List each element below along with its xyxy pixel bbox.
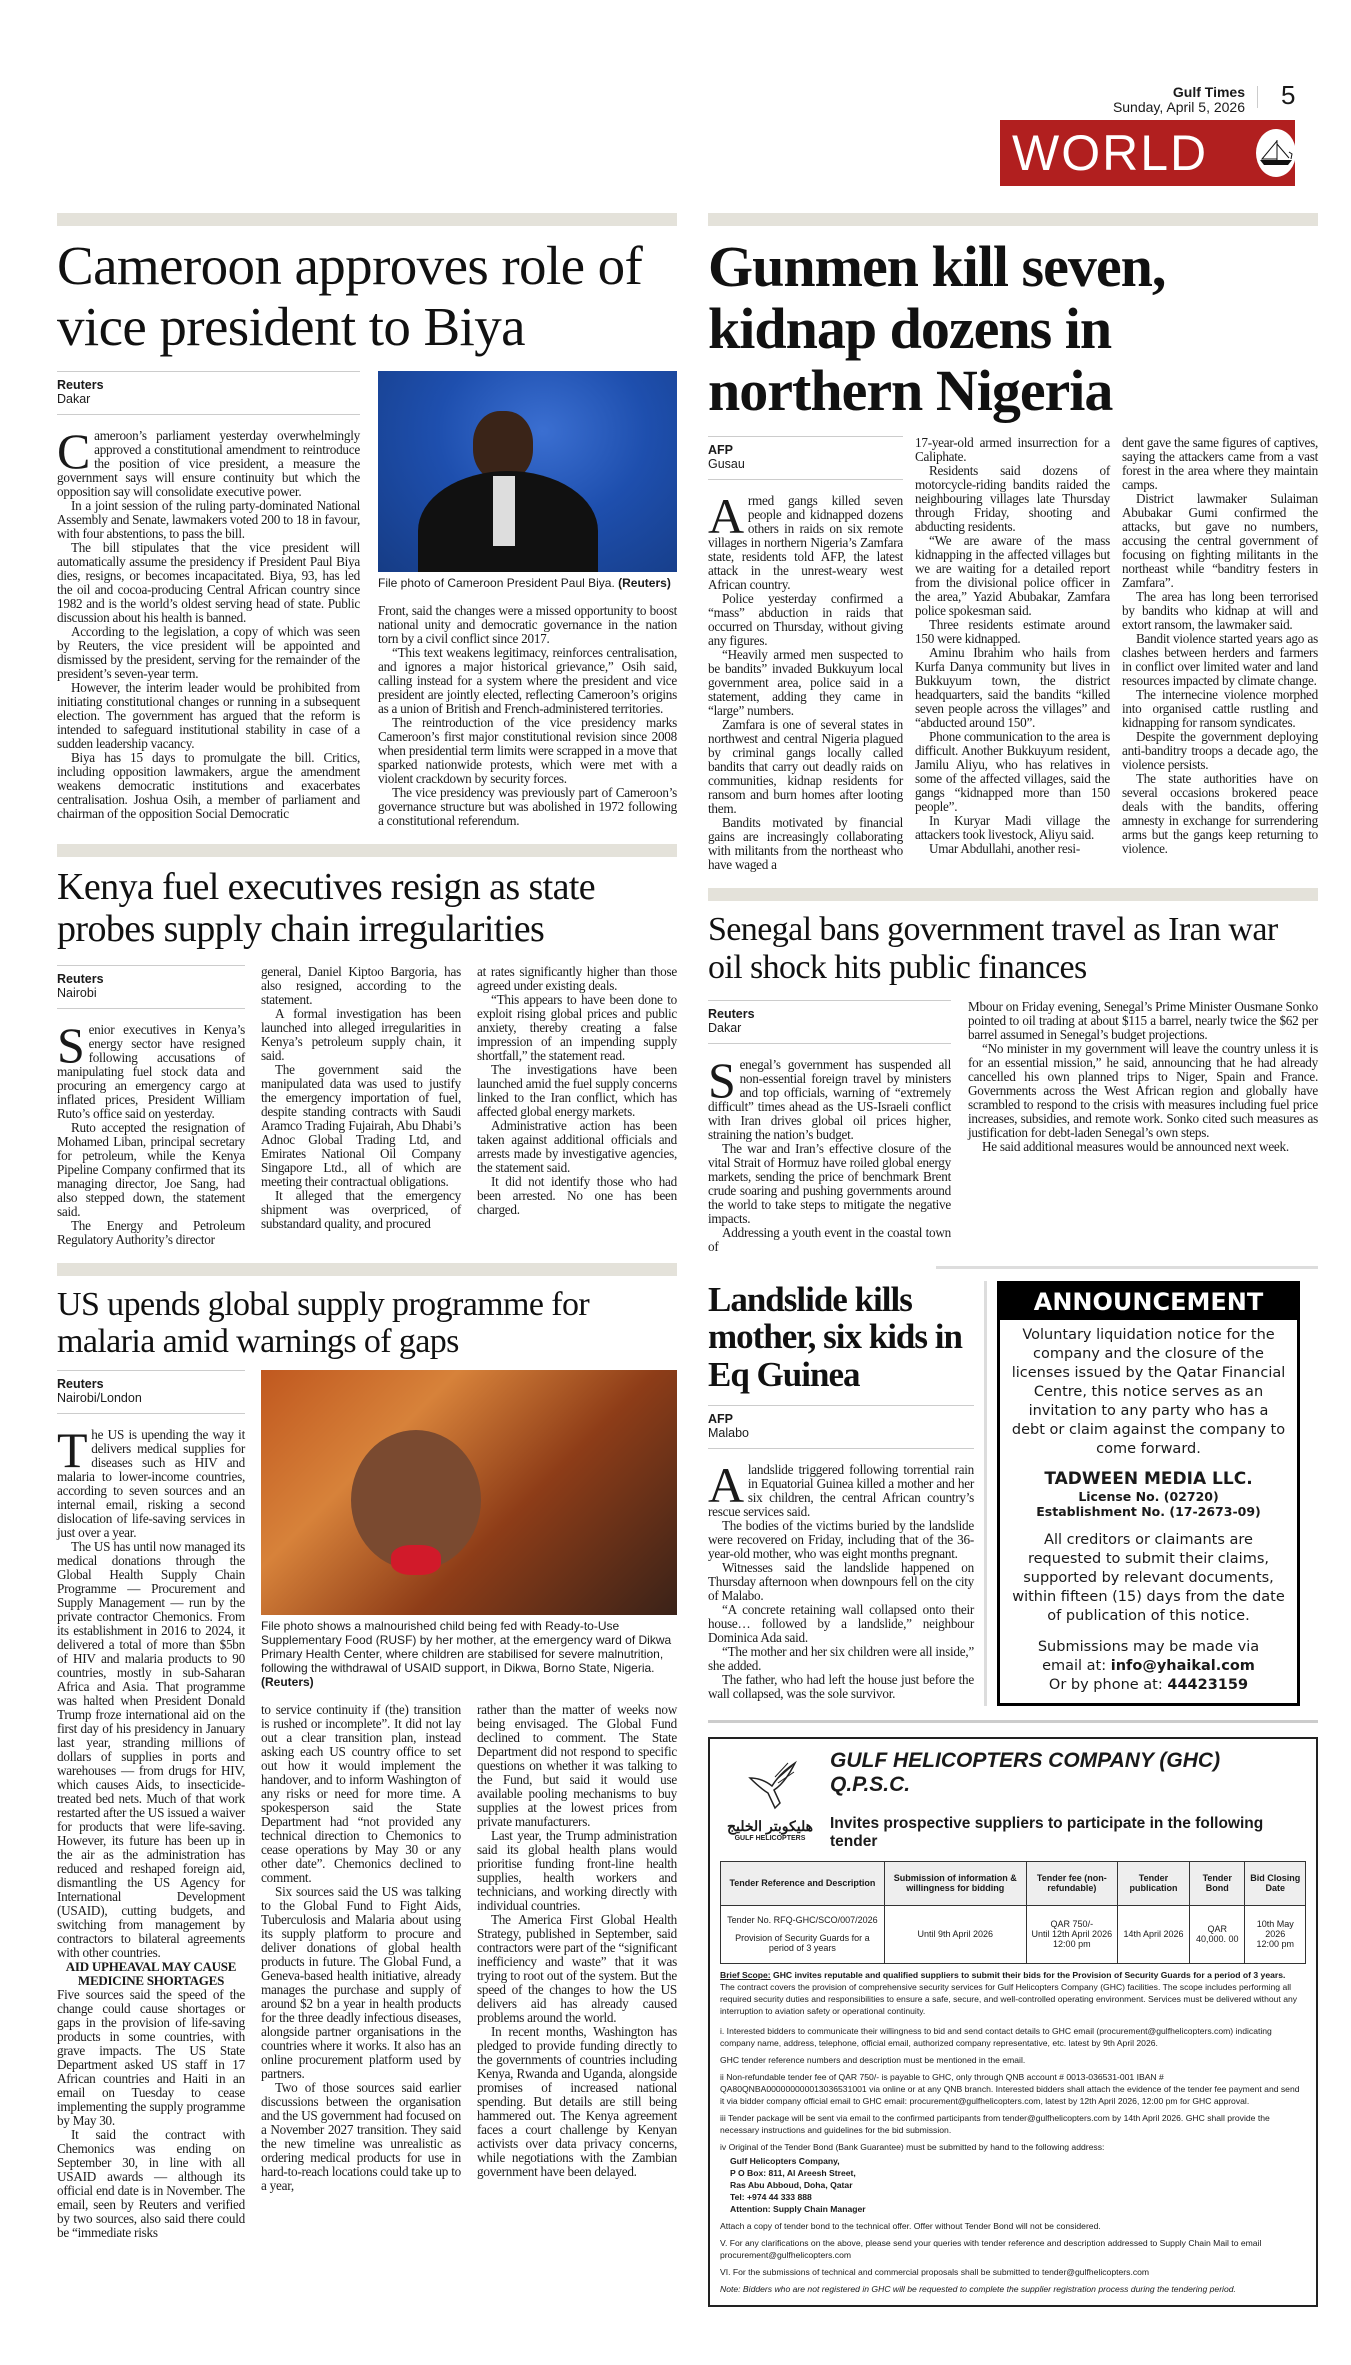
dateline: Gusau (708, 457, 745, 472)
instruction-iii: iii Tender package will be sent via email to the confirmed participants from tender@gulfhelicopters.com by 14th April 2026. GHC shall provide the necessary instructions and guidelines for the bid submission. (720, 2112, 1270, 2135)
paragraph: Despite the government deploying anti-banditry troops a decade ago, the violence persists. (1122, 729, 1318, 773)
email-link[interactable]: info@yhaikal.com (1110, 1657, 1255, 1674)
caption-credit: (Reuters) (261, 1675, 314, 1690)
paragraph: Addressing a youth event in the coastal town of (708, 1224, 951, 1254)
nigeria-byline (708, 436, 903, 480)
kenya-byline (57, 965, 245, 1009)
paragraph: Cameroon’s parliament yesterday overwhelmingly approved a constitutional amendment to reintroduce the position of vice president, a measure the government says will ensure continuity but which the opposition say will consolidate executive power. (57, 423, 360, 499)
photo-caption (378, 576, 677, 590)
paragraph: Police yesterday confirmed a “mass” abduction in raids that occurred on Thursday, without giving any figures. (708, 591, 903, 649)
paragraph: Bandits motivated by financial gains are increasingly collaborating with militants from the northeast who have waged a (708, 815, 903, 873)
malaria-column-3 (477, 1703, 677, 2179)
submission-deadline: Until 9th April 2026 (884, 1905, 1026, 1963)
scope-text: The contract covers the provision of comprehensive security services for Gulf Helicopters Company (GHC) facilities. The scope includes performing all required security duties and responsibilities to ensure a safe, secure, and well-controlled operating environment. Services must be delivered without any interruption to aviation safety or operational continuity. (720, 1981, 1298, 2016)
caption-text: File photo shows a malnourished child being fed with Ready-to-Use Supplementary Food (RUSF) by her mother, at the emergency ward of Dikwa Primary Health Center, where children are stabilised for severe malnutrition, following the withdrawal of USAID support, in Dikwa, Borno State, Nigeria. (261, 1619, 672, 1676)
paragraph: In recent months, Washington has pledged to provide funding directly to the governments of countries including Kenya, Rwanda and Uganda, alongside promises of increased national spending. But details are still being hammered out. The Kenya agreement faces a court challenge by Kenyan activists over data privacy concerns, while negotiations with the Zambian government have been delayed. (477, 2024, 677, 2180)
reference-note: GHC tender reference numbers and description must be mentioned in the email. (720, 2054, 1026, 2065)
malaria-left (57, 1370, 245, 2240)
dateline: Nairobi (57, 985, 97, 1000)
liquidation-announcement-ad (997, 1281, 1300, 1706)
section-divider (57, 213, 677, 226)
kenya-left (57, 965, 245, 1247)
nigeria-column-2 (915, 436, 1110, 856)
instruction-ii: ii Non-refundable tender fee of QAR 750/- is payable to GHC, only through QNB account # 0013-036531-001 IBAN # QA80QNBA000000000013036531001 via online or at any QNB branch. Interested bidders shall attach the evidence of the tender fee payment and send it via bidder company official email to GHC email: procurement@gulfhelicopters.com, latest by 12th April 2026, 12:00 pm for GHC approval. (720, 2071, 1300, 2106)
paragraph: dent gave the same figures of captives, saying the attackers came from a vast forest in the area where they maintain camps. (1122, 435, 1318, 493)
scope-summary: GHC invites reputable and qualified suppliers to submit their bids for the Provision of Security Guards for a period of 3 years. (773, 1969, 1286, 1980)
malaria-headline: US upends global supply programme for malaria amid warnings of gaps (57, 1285, 590, 1360)
paragraph: Bandit violence started years ago as clashes between herders and farmers in conflict over limited water and land resources impacted by climate change. (1122, 631, 1318, 689)
dhow-logo-icon (1256, 129, 1296, 177)
paragraph: The reintroduction of the vice presidency marks Cameroon’s first major constitutional revision since 2008 when presidential term limits were scrapped in a move that sparked nationwide protests, which were met with a violent crackdown by security forces. (378, 715, 677, 786)
paragraph: Zamfara is one of several states in northwest and central Nigeria plagued by criminal gangs locally called bandits that carry out deadly raids on communities, kidnap residents for ransom and burn homes after looting them. (708, 717, 903, 817)
announcement-intro: Voluntary liquidation notice for the company and the closure of the licenses issued by the Qatar Financial Centre, this notice serves as an invitation to any party who has a debt or claim against the company to come forward. (1011, 1326, 1286, 1457)
agency: Reuters (708, 1006, 755, 1021)
malaria-right (261, 1370, 677, 2193)
address-line: Gulf Helicopters Company, (730, 2155, 840, 2166)
caption-text: File photo of Cameroon President Paul Biya. (378, 576, 615, 590)
paragraph: Witnesses said the landslide happened on Thursday afternoon when downpours fell on the city of Malabo. (708, 1560, 974, 1604)
tender-desc: Provision of Security Guards for a period of 3 years (735, 1933, 870, 1954)
paragraph: A formal investigation has been launched into alleged irregularities in Kenya’s petroleum supply chain, it said. (261, 1005, 461, 1063)
phone-line (1010, 1676, 1287, 1695)
address-line: Attention: Supply Chain Manager (730, 2203, 866, 2214)
malaria-article (57, 1263, 677, 2241)
paragraph: The America First Global Health Strategy, published in September, said contractors were part of the “significant inefficiency and waste” that it was trying to root out of the system. But the speed of the changes to how the US delivers aid has already caused problems around the world. (477, 1912, 677, 2026)
fee-deadline: Until 12th April 2026 (1031, 1929, 1113, 1940)
email-label: email at: (1042, 1657, 1107, 1674)
column-header: Tender publication (1117, 1861, 1189, 1905)
section-divider (708, 213, 1318, 226)
malaria-column-1-bottom (57, 1988, 245, 2240)
paragraph: “This appears to have been done to exploit rising global prices and public anxiety, thereby creating a false impression of an impending supply shortfall,” the statement read. (477, 991, 677, 1063)
malaria-column-2 (261, 1703, 461, 2193)
issue-date: Sunday, April 5, 2026 (1112, 99, 1245, 115)
logo-arabic: هليكوبتر الخليج (726, 1817, 814, 1834)
fee-time: 12:00 pm (1053, 1939, 1091, 1950)
right-column (708, 213, 1318, 2307)
kenya-column-2 (261, 965, 461, 1231)
paragraph: Last year, the Trump administration said its global health plans would prioritise funding front-line health supplies, health workers and technicians, and working directly with individual countries. (477, 1828, 677, 1914)
section-divider (57, 844, 677, 857)
paragraph: Phone communication to the area is difficult. Another Bukkuyum resident, Jamilu Aliyu, who has relatives in some of the affected villages, said the gangs “kidnapped more than 150 people”. (915, 729, 1110, 815)
paragraph: The vice presidency was previously part of Cameroon’s governance structure but was abolished in 1972 following a constitutional referendum. (378, 785, 677, 828)
section-divider (936, 1266, 1318, 1269)
paragraph: The father, who had left the house just before the wall collapsed, was the sole survivor. (708, 1672, 974, 1702)
landslide-article (708, 1281, 974, 1701)
address-line: Tel: +974 44 333 888 (730, 2191, 812, 2202)
paragraph: The government said the manipulated data was used to justify the emergency importation of fuel, despite standing contracts with Saudi Aramco Trading Fujairah, Abu Dhabi’s Adnoc Global Trading Ltd, and Emirates National Oil Company Singapore Ltd., all of which are meeting their contractual obligations. (261, 1061, 461, 1189)
paragraph: “Heavily armed men suspected to be bandits” invaded Bukkuyum local government area, police said in a statement, adding they came in “large” numbers. (708, 647, 903, 719)
malaria-column-1 (57, 1422, 245, 2241)
instruction-v: V. For any clarifications on the above, please send your queries with tender reference and description addressed to Supply Chain Mail to email procurement@gulfhelicopters.com (720, 2237, 1262, 2260)
paragraph: “We are aware of the mass kidnapping in the affected villages but we are waiting for a detailed report from the divisional police officer in the area,” Yazid Abubakar, Zamfara police spokesman said. (915, 533, 1110, 619)
paragraph: general, Daniel Kiptoo Bargoria, has also resigned, according to the statement. (261, 963, 461, 1007)
nigeria-column-1 (708, 488, 903, 873)
closing-time: 12:00 pm (1256, 1939, 1294, 1950)
paragraph: Senior executives in Kenya’s energy sector have resigned following accusations of manipulating fuel stock data and procuring an emergency cargo at inflated prices, President William Ruto’s office said on yesterday. (57, 1016, 245, 1121)
paragraph: “A concrete retaining wall collapsed onto their house… followed by a landslide,” neighbour Dominica Ada said. (708, 1602, 974, 1646)
column-rule (984, 1281, 987, 1706)
paragraph: Two of those sources said earlier discussions between the organisation and the US government had focused on a November 2027 transition. They said the new timeline was unrealistic as ordering medical products for use in hard-to-reach locations could take up to a year, (261, 2080, 461, 2194)
section-banner (1000, 120, 1295, 186)
attach-note: Attach a copy of tender bond to the technical offer. Offer without Tender Bond will not be considered. (720, 2220, 1101, 2231)
announcement-title: ANNOUNCEMENT (1000, 1284, 1297, 1320)
paragraph: The US has until now managed its medical donations through the Global Health Supply Chain Programme — Procurement and Supply Management — run by the private contractor Chemonics. From its establishment in 2016 to 2024, it delivered a total of more than $5bn of HIV and malaria products to 90 countries, mostly in sub-Saharan Africa and Asia. That programme was halted when President Donald Trump froze international aid on the first day of his presidency in January last year, stranding millions of dollars of supplies in ports and warehouses — from drugs for HIV, which causes Aids, to insecticide-treated bed nets. Much of that work restarted after the US issued a waiver for products that were life-saving. However, its future has been up in the air as the administration has reduced and reshaped foreign aid, dismantling the US Agency for International Development (USAID), cutting budgets, and switching from management by contractors to bilateral agreements with other countries. (57, 1539, 245, 1961)
cameroon-byline (57, 371, 360, 415)
tender-ref: Tender No. RFQ-GHC/SCO/007/2026 (727, 1915, 878, 1926)
paragraph: The war and Iran’s effective closure of the vital Strait of Hormuz have roiled global energy markets, sending the price of benchmark Brent crude soaring and pushing governments around the world to take steps to mitigate the negative impacts. (708, 1140, 951, 1226)
section-divider (708, 1720, 1318, 1723)
paragraph: It said the contract with Chemonics was ending on September 30, in line with all USAID awards — although its official end date is in November. The email, seen by Reuters and verified by two sources, also said there could be “immediate risks (57, 2127, 245, 2241)
senegal-article (708, 888, 1318, 1254)
establishment-number: Establishment No. (17-2673-09) (1036, 1503, 1261, 1519)
dateline: Dakar (708, 1020, 742, 1035)
paragraph: “No minister in my government will leave the country unless it is for an essential mission,” he said, announcing that he had already cancelled his own planned trips to Niger, Spain and France. Governments across the West African region and globally have scrambled to respond to the crisis with measures including fuel price increases, subsidies, and remote work. Sonko cited such measures as justification for debt-laden Senegal’s own steps. (968, 1040, 1318, 1140)
paragraph: The investigations have been launched amid the fuel supply concerns linked to the Iran conflict, which has affected global energy markets. (477, 1061, 677, 1119)
paragraph: 17-year-old armed insurrection for a Caliphate. (915, 435, 1110, 465)
section-divider (708, 888, 1318, 901)
senegal-column-2 (968, 1000, 1318, 1154)
paragraph: In a joint session of the ruling party-dominated National Assembly and Senate, lawmakers voted 200 to 18 in favour, with four abstentions, to pass the bill. (57, 498, 360, 541)
scope-label: Brief Scope: (720, 1969, 771, 1980)
tender-bond: QAR 40,000. 00 (1190, 1905, 1245, 1963)
paragraph: Armed gangs killed seven people and kidnapped dozens others in raids on six remote villages in northern Nigeria’s Zamfara state, residents told AFP, the latest attack in the unrest-weary west African country. (708, 488, 903, 593)
senegal-byline (708, 1000, 951, 1044)
malaria-column-1-top (57, 1422, 245, 1961)
paragraph: Administrative action has been taken against additional officials and arrests made by investigative agencies, the statement said. (477, 1117, 677, 1175)
caption-credit: (Reuters) (618, 576, 671, 590)
company-name: TADWEEN MEDIA LLC. (1044, 1468, 1253, 1489)
landslide-byline (708, 1405, 974, 1449)
dateline: Nairobi/London (57, 1391, 142, 1406)
gulf-helicopters-tender-ad (708, 1737, 1318, 2307)
dateline: Dakar (57, 392, 91, 406)
column-header: Bid Closing Date (1245, 1861, 1306, 1905)
agency: Reuters (57, 1377, 104, 1392)
paragraph: Biya has 15 days to promulgate the bill. Critics, including opposition lawmakers, argue the amendment weakens democratic institutions and exacerbates centralisation. Joshua Osih, a member of parliament and chairman of the opposition Social Democratic (57, 750, 360, 821)
column-header: Tender fee (non-refundable) (1026, 1861, 1117, 1905)
closing-date: 10th May 2026 (1256, 1919, 1294, 1940)
page-number: 5 (1281, 80, 1296, 110)
registration-note: Note: Bidders who are not registered in GHC will be requested to complete the supplier registration process during the tendering period. (720, 2283, 1236, 2294)
section-title: WORLD (1012, 125, 1209, 181)
paragraph: The US is upending the way it delivers medical supplies for diseases such as HIV and malaria to lower-income countries, according to seven sources and an internal email, risking a second dislocation of life-saving services in just over a year. (57, 1422, 245, 1541)
instruction-i: i. Interested bidders to communicate their willingness to bid and send contact details to GHC email (procurement@gulfhelicopters.com) indicating company name, address, telephone, official email, authorized company representative, etc. latest by 9th April 2026. (720, 2025, 1272, 2048)
paragraph: Three residents estimate around 150 were kidnapped. (915, 617, 1110, 647)
agency: AFP (708, 1412, 733, 1427)
ghc-subtitle: Invites prospective suppliers to participate in the following tender (830, 1814, 1264, 1850)
landslide-headline: Landslide kills mother, six kids in Eq Guinea (708, 1279, 962, 1394)
paragraph: at rates significantly higher than those agreed under existing deals. (477, 963, 677, 993)
address-line: Ras Abu Abboud, Doha, Qatar (730, 2179, 853, 2190)
kenya-column-1 (57, 1016, 245, 1247)
biya-photo (378, 371, 677, 572)
masthead-divider (1257, 86, 1258, 108)
kenya-headline: Kenya fuel executives resign as state probes supply chain irregularities (57, 866, 596, 950)
paragraph: Senegal’s government has suspended all non-essential foreign travel by ministers and top officials, warning of “extremely difficult” times ahead as the US-Israeli conflict with Iran drives global oil prices higher, straining the nation’s budget. (708, 1051, 951, 1142)
cameroon-article (57, 213, 677, 828)
kenya-column-3 (477, 965, 677, 1217)
paragraph: The internecine violence morphed into organised cattle rustling and kidnapping for ransom syndicates. (1122, 687, 1318, 731)
bond-address (720, 2155, 1306, 2215)
ghc-logo (720, 1758, 820, 1842)
paragraph: Aminu Ibrahim who hails from Kurfa Danya community but lives in Bukkuyum town, the district headquarters, said the bandits “killed seven people across the villages” and “abducted around 150”. (915, 645, 1110, 731)
phone-label: Or by phone at: (1048, 1676, 1163, 1693)
agency: Reuters (57, 971, 104, 986)
nigeria-headline: Gunmen kill seven, kidnap dozens in northern Nigeria (708, 234, 1166, 424)
senegal-column-1 (708, 1051, 951, 1254)
instruction-vi: VI. For the submissions of technical and commercial proposals shall be submitted to tender@gulfhelicopters.com (720, 2266, 1150, 2277)
paragraph: Alandslide triggered following torrential rain in Equatorial Guinea killed a mother and her six children, the central African country’s rescue services said. (708, 1457, 974, 1520)
submission-notice: Submissions may be made via (1037, 1638, 1260, 1655)
tender-table-header (721, 1861, 1306, 1905)
paragraph: He said additional measures would be announced next week. (982, 1138, 1289, 1154)
instruction-iv: iv Original of the Tender Bond (Bank Guarantee) must be submitted by hand to the following address: (720, 2141, 1105, 2152)
malnourished-child-photo (261, 1370, 677, 1615)
phone-number: 44423159 (1167, 1676, 1249, 1693)
paragraph: Mbour on Friday evening, Senegal’s Prime Minister Ousmane Sonko pointed to oil trading at about $115 a barrel, nearly twice the $62 per barrel assumed in Senegal’s budget projections. (968, 998, 1318, 1042)
paragraph: Five sources said the speed of the change could cause shortages or gaps in the provision of life-saving products in some countries, with grave impacts. The US State Department asked US staff in 17 African countries and Haiti in an email on Tuesday to cease implementing the supply programme by May 30. (57, 1987, 245, 2129)
dateline: Malabo (708, 1426, 749, 1441)
table-row (721, 1905, 1306, 1963)
paragraph: Umar Abdullahi, another resi- (929, 841, 1080, 857)
cameroon-headline: Cameroon approves role of vice president to Biya (57, 235, 643, 357)
paragraph: “The mother and her six children were all inside,” she added. (708, 1644, 974, 1674)
paragraph: to service continuity if (the) transition is rushed or incomplete”. It did not lay out a clear transition plan, instead asking each US country office to set out how it would implement the handover, and to inform Washington of any risks or need for more time. A spokesperson said the State Department had “not provided any technical direction to Chemonics to cease operations by May 30 or any other date”. Chemonics declined to comment. (261, 1702, 461, 1886)
cameroon-column-1 (57, 423, 360, 821)
paragraph: Six sources said the US was talking to the Global Fund to Fight Aids, Tuberculosis and Malaria about using its supply platform to procure and deliver donations of global health products in future. The Global Fund, a Geneva-based health initiative, already manages the purchase and supply of around $2 bn a year in health products for the three deadly infectious diseases, alongside partner organisations in the countries where it works. It also has an online procurement platform used by partners. (261, 1884, 461, 2082)
newspaper-name: Gulf Times (1172, 84, 1245, 100)
landslide-column (708, 1457, 974, 1702)
subheading: AID UPHEAVAL MAY CAUSE MEDICINE SHORTAGES (65, 1959, 237, 1989)
address-line: P O Box: 811, Al Areesh Street, (730, 2167, 856, 2178)
senegal-headline: Senegal bans government travel as Iran war oil shock hits public finances (708, 911, 1278, 986)
section-divider (57, 1263, 677, 1276)
paragraph: The bodies of the victims buried by the landslide were recovered on Friday, including that of the 36-year-old mother, who was eight months pregnant. (708, 1518, 974, 1562)
agency: AFP (708, 443, 733, 458)
tender-fee: QAR 750/- (1050, 1919, 1094, 1930)
logo-english: GULF HELICOPTERS (734, 1834, 806, 1842)
cameroon-right (378, 371, 677, 828)
paragraph: The state authorities have on several occasions brokered peace deals with the bandits, offering amnesty in exchange for surrendering arms but the gangs keep returning to violence. (1122, 771, 1318, 857)
tender-table (720, 1861, 1306, 1964)
nigeria-column-3 (1122, 436, 1318, 856)
malaria-byline (57, 1370, 245, 1414)
falcon-icon (740, 1758, 800, 1813)
paragraph: Front, said the changes were a missed opportunity to boost national unity and democratic governance in the nation torn by a civil conflict since 2017. (378, 603, 677, 646)
photo-caption (261, 1619, 677, 1689)
paragraph: The Energy and Petroleum Regulatory Authority’s director (57, 1217, 245, 1247)
left-column (57, 213, 677, 2240)
paragraph: rather than the matter of weeks now being envisaged. The Global Fund declined to comment. The State Department did not respond to specific questions on whether it was talking to the Fund, but said it would use available pooling mechanisms to buy supplies at the lowest prices from private manufacturers. (477, 1702, 677, 1830)
cameroon-left (57, 371, 360, 821)
paragraph: In Kuryar Madi village the attackers took livestock, Aliyu said. (915, 813, 1110, 843)
publication-date: 14th April 2026 (1117, 1905, 1189, 1963)
ghc-title: GULF HELICOPTERS COMPANY (GHC) Q.P.S.C. (830, 1748, 1221, 1796)
paragraph: “This text weakens legitimacy, reinforces centralisation, and ignores a major historical grievance,” Osih said, calling instead for a system where the president and vice president are jointly elected, reflecting Cameroon’s origins as a union of British and French-administered territories. (378, 645, 677, 716)
paragraph: The bill stipulates that the vice president will automatically assume the presidency if President Paul Biya dies, resigns, or becomes incapacitated. Biya, 93, has led the oil and cocoa-producing Central African country since 1982 and is the world’s oldest serving head of state. Public discussion about his health is banned. (57, 540, 360, 625)
email-line (1010, 1657, 1287, 1676)
license-number: License No. (02720) (1078, 1488, 1219, 1504)
column-header: Submission of information & willingness for bidding (884, 1861, 1026, 1905)
paragraph: According to the legislation, a copy of which was seen by Reuters, the vice president will be appointed and dismissed by the president, serving for the remainder of the president’s seven-year term. (57, 624, 360, 681)
nigeria-article (708, 213, 1318, 872)
kenya-article (57, 844, 677, 1247)
brief-scope (720, 1969, 1306, 1981)
column-header: Tender Reference and Description (721, 1861, 885, 1905)
senegal-left (708, 1000, 951, 1254)
paragraph: Ruto accepted the resignation of Mohamed Liban, principal secretary for petroleum, while the Kenya Pipeline Company confirmed that its managing director, Joe Sang, had also stepped down, the statement said. (57, 1119, 245, 1219)
column-header: Tender Bond (1190, 1861, 1245, 1905)
paragraph: However, the interim leader would be prohibited from initiating constitutional changes or running in a subsequent election. The government has argued that the reform is intended to safeguard institutional stability in case of a sudden leadership vacancy. (57, 680, 360, 751)
landslide-announcement-row (708, 1281, 1318, 1706)
paragraph: The area has long been terrorised by bandits who kidnap at will and extort ransom, the lawmaker said. (1122, 589, 1318, 633)
paragraph: It did not identify those who had been arrested. No one has been charged. (477, 1173, 677, 1217)
paragraph: District lawmaker Sulaiman Abubakar Gumi confirmed the attacks, but gave no numbers, accusing the central government of focusing on fighting militants in the northeast while “banditry festers in Zamfara”. (1122, 491, 1318, 591)
paragraph: Residents said dozens of motorcycle-riding bandits raided the neighbouring villages late Thursday through Friday, shooting and abducting residents. (915, 463, 1110, 535)
nigeria-left (708, 436, 903, 872)
agency: Reuters (57, 378, 104, 392)
creditors-notice: All creditors or claimants are requested to submit their claims, supported by relevant documents, within fifteen (15) days from the date of publication of this notice. (1012, 1531, 1285, 1624)
paragraph: It alleged that the emergency shipment was overpriced, of substandard quality, and procured (261, 1187, 461, 1231)
cameroon-column-2 (378, 604, 677, 828)
